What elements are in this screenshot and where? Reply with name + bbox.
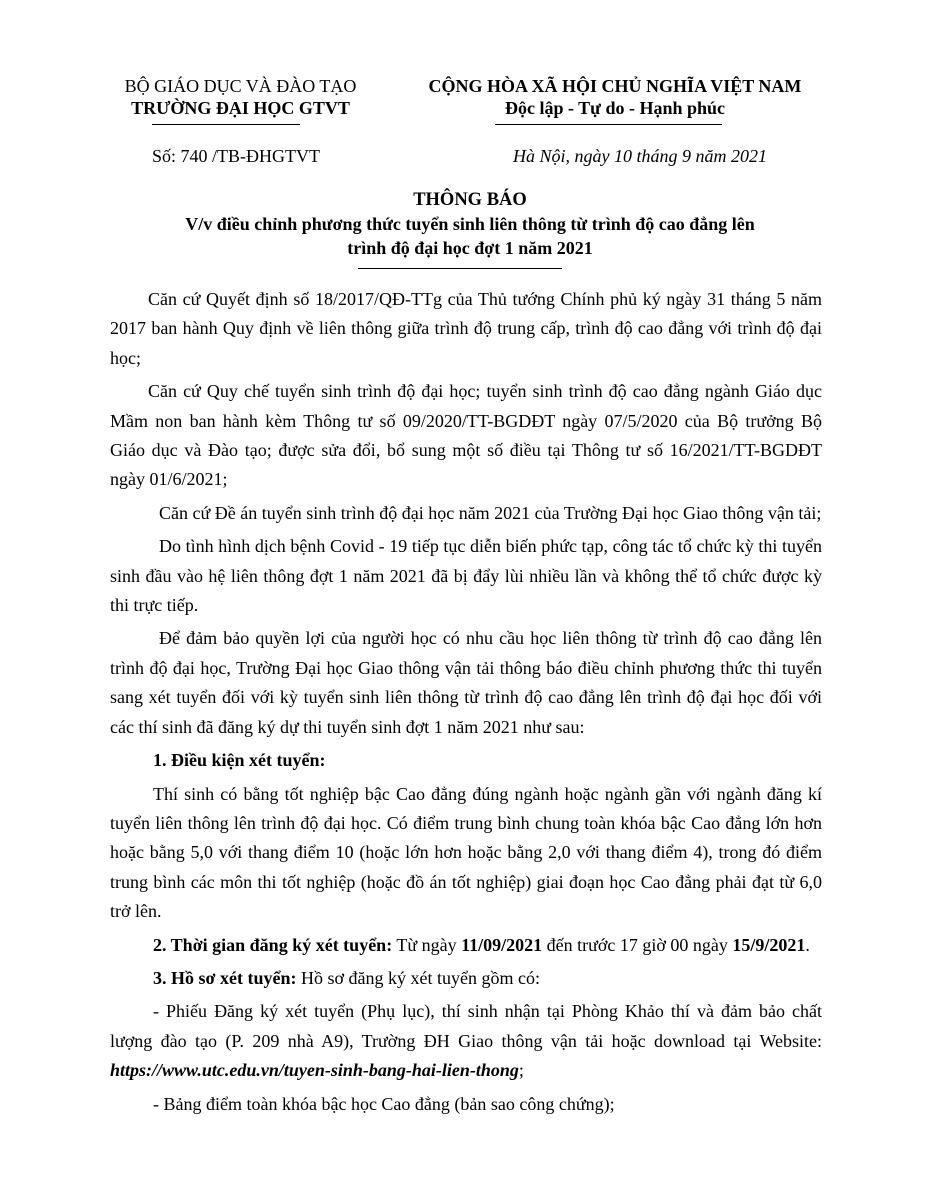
school-name: TRƯỜNG ĐẠI HỌC GTVT [131, 98, 350, 118]
header-right [400, 75, 830, 119]
school-underline [152, 124, 300, 125]
place-date: Hà Nội, ngày 10 tháng 9 năm 2021 [513, 146, 767, 166]
section-2 [110, 931, 822, 960]
registration-url-link[interactable]: https://www.utc.edu.vn/tuyen-sinh-bang-hai-lien-thong [110, 1060, 519, 1081]
section-3-item-1 [110, 997, 822, 1085]
title-block [110, 188, 830, 260]
section-3-heading: 3. Hồ sơ xét tuyển: [153, 967, 297, 988]
section-2-heading: 2. Thời gian đăng ký xét tuyển: [153, 934, 393, 955]
paragraph-announcement: Để đảm bảo quyền lợi của người học có nhu cầu học liên thông từ trình độ cao đẳng lên trình độ đại học, Trường Đại học Giao thông vận tải thông báo điều chỉnh phương thức thi tuyển sang xét tuyển đối với kỳ tuyển sinh liên thông từ trình độ cao đẳng lên trình độ đại học đối với các thí sinh đã đăng ký dự thi tuyển sinh đợt 1 năm 2021 như sau: [110, 628, 822, 737]
document-heading: THÔNG BÁO [413, 190, 527, 210]
document-number: Số: 740 /TB-ĐHGTVT [152, 146, 320, 166]
paragraph-legal-basis-2: Căn cứ Quy chế tuyển sinh trình độ đại học; tuyển sinh trình độ cao đẳng ngành Giáo dục Mầm non ban hành kèm Thông tư số 09/2020/TT-BGDĐT ngày 07/5/2020 của Bộ trưởng Bộ Giáo dục và Đào tạo; được sửa đổi, bổ sung một số điều tại Thông tư số 16/2021/TT-BGDĐT ngày 01/6/2021; [110, 381, 822, 490]
paragraph-covid: Do tình hình dịch bệnh Covid - 19 tiếp tục diễn biến phức tạp, công tác tổ chức kỳ thi tuyển sinh đầu vào hệ liên thông đợt 1 năm 2021 đã bị đẩy lùi nhiều lần và không thể tổ chức được kỳ thi trực tiếp. [110, 536, 822, 616]
section-3-item-2: - Bảng điểm toàn khóa bậc học Cao đẳng (bản sao công chứng); [153, 1093, 615, 1114]
subject-line-2: trình độ đại học đợt 1 năm 2021 [347, 238, 593, 258]
section-1-heading: 1. Điều kiện xét tuyển: [153, 750, 326, 771]
title-underline [358, 268, 562, 269]
motto-underline [495, 124, 722, 125]
section-2-date-from: 11/09/2021 [461, 934, 543, 955]
country-name: CỘNG HÒA XÃ HỘI CHỦ NGHĨA VIỆT NAM [428, 76, 802, 96]
section-1-text: Thí sinh có bằng tốt nghiệp bậc Cao đẳng đúng ngành hoặc ngành gần với ngành đăng kí tuyển liên thông lên trình độ đại học. Có điểm trung bình chung toàn khóa bậc Cao đẳng lớn hơn hoặc bằng 5,0 với thang điểm 10 (hoặc lớn hơn hoặc bằng 2,0 với thang điểm 4), trong đó điểm trung bình các môn thi tốt nghiệp (hoặc đồ án tốt nghiệp) giai đoạn học Cao đẳng phải đạt từ 6,0 trở lên. [110, 783, 822, 922]
section-3-item-1-end: ; [518, 1060, 524, 1081]
section-2-text-b: đến trước 17 giờ 00 ngày [542, 934, 733, 955]
ministry-name: BỘ GIÁO DỤC VÀ ĐÀO TẠO [124, 76, 357, 96]
section-2-text-a: Từ ngày [392, 934, 462, 955]
section-2-text-c: . [805, 934, 810, 955]
section-2-date-to: 15/9/2021 [732, 934, 806, 955]
section-3 [110, 964, 822, 993]
header-left [98, 75, 383, 119]
document-body [110, 285, 822, 1123]
section-3-intro: Hồ sơ đăng ký xét tuyển gồm có: [296, 967, 540, 988]
paragraph-legal-basis-3: Căn cứ Đề án tuyển sinh trình độ đại học năm 2021 của Trường Đại học Giao thông vận tải; [159, 502, 822, 523]
paragraph-legal-basis-1: Căn cứ Quyết định số 18/2017/QĐ-TTg của Thủ tướng Chính phủ ký ngày 31 tháng 5 năm 2017 ban hành Quy định về liên thông giữa trình độ trung cấp, trình độ cao đẳng với trình độ đại học; [110, 289, 822, 368]
subject-line-1: V/v điều chỉnh phương thức tuyển sinh liên thông từ trình độ cao đẳng lên [185, 214, 755, 234]
motto: Độc lập - Tự do - Hạnh phúc [504, 98, 726, 118]
section-3-item-1-text: - Phiếu Đăng ký xét tuyển (Phụ lục), thí sinh nhận tại Phòng Khảo thí và đảm bảo chất lượng đào tạo (P. 209 nhà A9), Trường ĐH Giao thông vận tải hoặc download tại Website: [110, 1001, 822, 1051]
